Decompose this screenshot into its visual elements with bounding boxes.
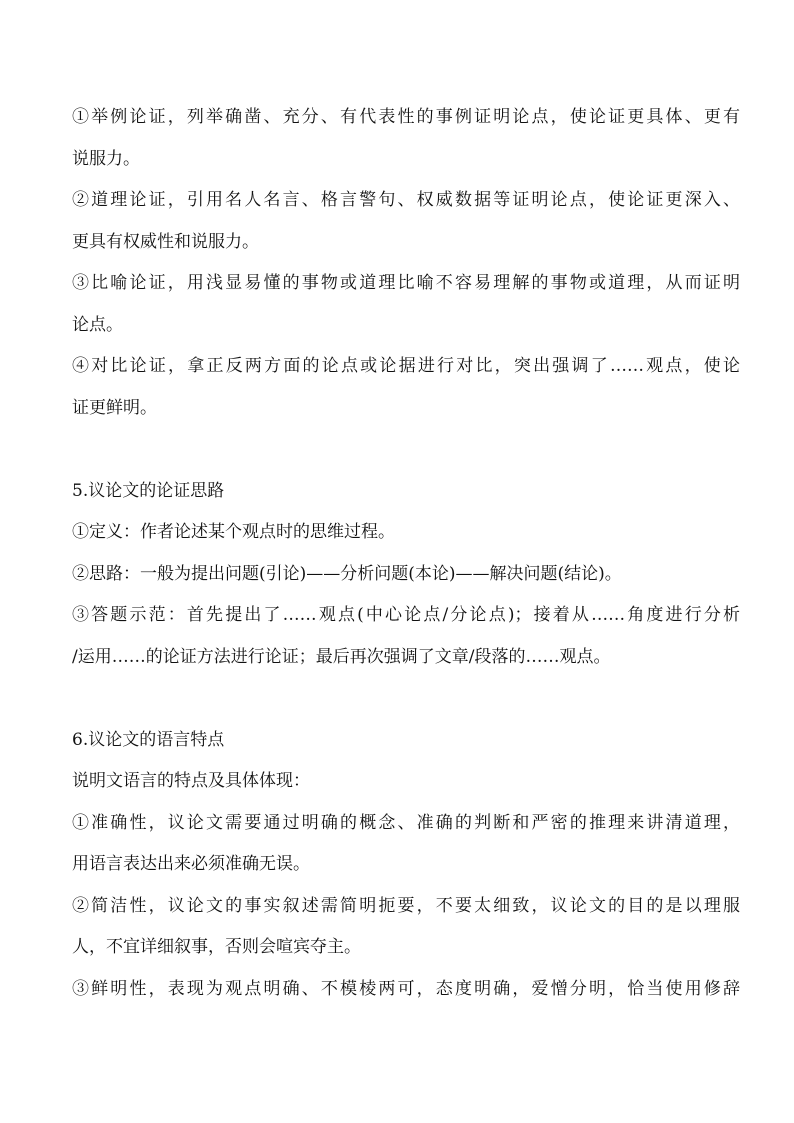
document-body	[72, 97, 740, 1010]
argument-method-3-line-1: ③比喻论证，用浅显易懂的事物或道理比喻不容易理解的事物或道理，从而证明	[72, 273, 740, 293]
language-feature-2-line-1: ②简洁性，议论文的事实叙述需简明扼要，不要太细致，议论文的目的是以理服	[72, 895, 740, 916]
section-5-definition: ①定义：作者论述某个观点时的思维过程。	[72, 522, 395, 542]
language-feature-1-line-1: ①准确性，议论文需要通过明确的概念、准确的判断和严密的推理来讲清道理，	[72, 812, 740, 833]
argument-method-1-line-1: ①举例论证，列举确凿、充分、有代表性的事例证明论点，使论证更具体、更有	[72, 107, 740, 127]
language-feature-1-line-2: 用语言表达出来必须准确无误。	[72, 854, 310, 874]
argument-method-2-line-2: 更具有权威性和说服力。	[72, 231, 259, 252]
argument-method-2-line-1: ②道理论证，引用名人名言、格言警句、权威数据等证明论点，使论证更深入、	[72, 190, 740, 210]
section-spacer	[72, 678, 740, 720]
section-6-intro: 说明文语言的特点及具体体现：	[72, 771, 310, 791]
section-spacer	[72, 429, 740, 471]
section-6-heading: 6.议论文的语言特点	[72, 729, 225, 750]
argument-method-4-line-2: 证更鲜明。	[72, 397, 157, 418]
argument-method-1-line-2: 说服力。	[72, 148, 140, 169]
language-feature-2-line-2: 人，不宜详细叙事，否则会喧宾夺主。	[72, 937, 361, 957]
section-5-example-line-2: /运用……的论证方法进行论证；最后再次强调了文章/段落的……观点。	[72, 646, 611, 667]
argument-method-4-line-1: ④对比论证，拿正反两方面的论点或论据进行对比，突出强调了……观点，使论	[72, 356, 740, 376]
section-5-thinking: ②思路：一般为提出问题(引论)——分析问题(本论)——解决问题(结论)。	[72, 563, 622, 584]
language-feature-3-line-1: ③鲜明性，表现为观点明确、不模棱两可，态度明确，爱憎分明，恰当使用修辞	[72, 978, 740, 999]
argument-method-3-line-2: 论点。	[72, 314, 123, 335]
section-5-heading: 5.议论文的论证思路	[72, 480, 225, 501]
section-5-example-line-1: ③答题示范：首先提出了……观点(中心论点/分论点)；接着从……角度进行分析	[72, 605, 740, 625]
